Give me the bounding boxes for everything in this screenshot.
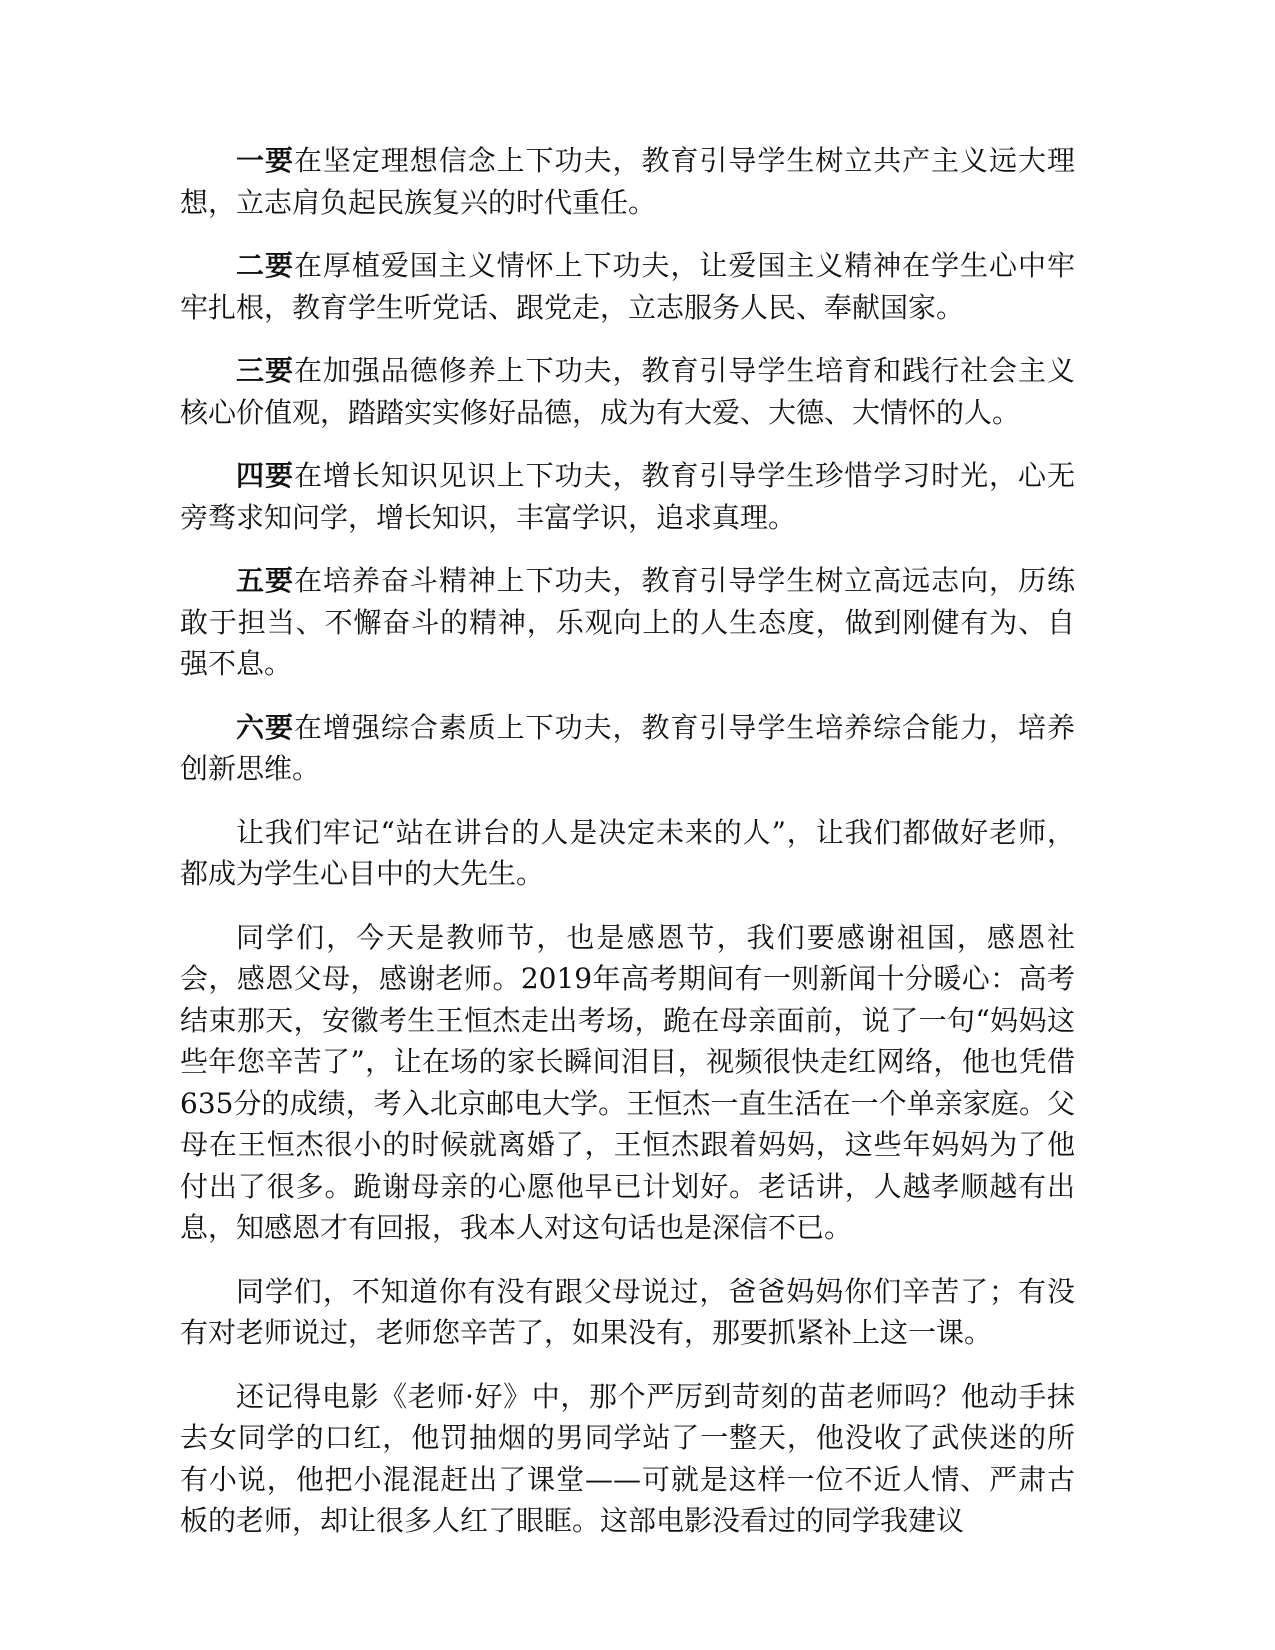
paragraph-text: 让我们牢记“站在讲台的人是决定未来的人”，让我们都做好老师，都成为学生心目中的大先生。	[180, 815, 1075, 890]
paragraph-2	[180, 245, 1075, 328]
paragraph-text: 还记得电影《老师·好》中，那个严厉到苛刻的苗老师吗？他动手抹去女同学的口红，他罚抽烟的男同学站了一整天，他没收了武侠迷的所有小说，他把小混混赶出了课堂——可就是这样一位不近人情、严肃古板的老师，却让很多人红了眼眶。这部电影没看过的同学我建议	[180, 1379, 1075, 1537]
paragraph-9	[180, 1271, 1075, 1354]
paragraph-8	[180, 917, 1075, 1249]
paragraph-7	[180, 812, 1075, 895]
paragraph-6	[180, 707, 1075, 790]
paragraph-lead: 一要	[236, 144, 294, 177]
document-page	[180, 140, 1075, 1564]
paragraph-4	[180, 455, 1075, 538]
paragraph-text: 在培养奋斗精神上下功夫，教育引导学生树立高远志向，历练敢于担当、不懈奋斗的精神，乐观向上的人生态度，做到刚健有为、自强不息。	[180, 564, 1075, 680]
paragraph-1	[180, 140, 1075, 223]
paragraph-text: 同学们，今天是教师节，也是感恩节，我们要感谢祖国，感恩社会，感恩父母，感谢老师。2019年高考期间有一则新闻十分暖心：高考结束那天，安徽考生王恒杰走出考场，跪在母亲面前，说了一句“妈妈这些年您辛苦了”，让在场的家长瞬间泪目，视频很快走红网络，他也凭借635分的成绩，考入北京邮电大学。王恒杰一直生活在一个单亲家庭。父母在王恒杰很小的时候就离婚了，王恒杰跟着妈妈，这些年妈妈为了他付出了很多。跪谢母亲的心愿他早已计划好。老话讲，人越孝顺越有出息，知感恩才有回报，我本人对这句话也是深信不已。	[180, 920, 1075, 1244]
paragraph-lead: 五要	[236, 564, 294, 597]
paragraph-lead: 六要	[236, 710, 294, 744]
paragraph-text: 在坚定理想信念上下功夫，教育引导学生树立共产主义远大理想，立志肩负起民族复兴的时代重任。	[180, 144, 1075, 219]
paragraph-text: 在增强综合素质上下功夫，教育引导学生培养综合能力，培养创新思维。	[180, 710, 1075, 785]
paragraph-5	[180, 560, 1075, 685]
paragraph-10	[180, 1376, 1075, 1542]
paragraph-text: 在增长知识见识上下功夫，教育引导学生珍惜学习时光，心无旁骛求知问学，增长知识，丰富学识，追求真理。	[180, 459, 1075, 534]
paragraph-text: 在加强品德修养上下功夫，教育引导学生培育和践行社会主义核心价值观，踏踏实实修好品德，成为有大爱、大德、大情怀的人。	[180, 354, 1075, 429]
paragraph-3	[180, 350, 1075, 433]
paragraph-text: 同学们，不知道你有没有跟父母说过，爸爸妈妈你们辛苦了；有没有对老师说过，老师您辛苦了，如果没有，那要抓紧补上这一课。	[180, 1274, 1075, 1349]
paragraph-text: 在厚植爱国主义情怀上下功夫，让爱国主义精神在学生心中牢牢扎根，教育学生听党话、跟党走，立志服务人民、奉献国家。	[180, 249, 1075, 324]
paragraph-lead: 四要	[236, 459, 294, 492]
paragraph-lead: 三要	[236, 354, 294, 387]
paragraph-lead: 二要	[236, 249, 294, 282]
